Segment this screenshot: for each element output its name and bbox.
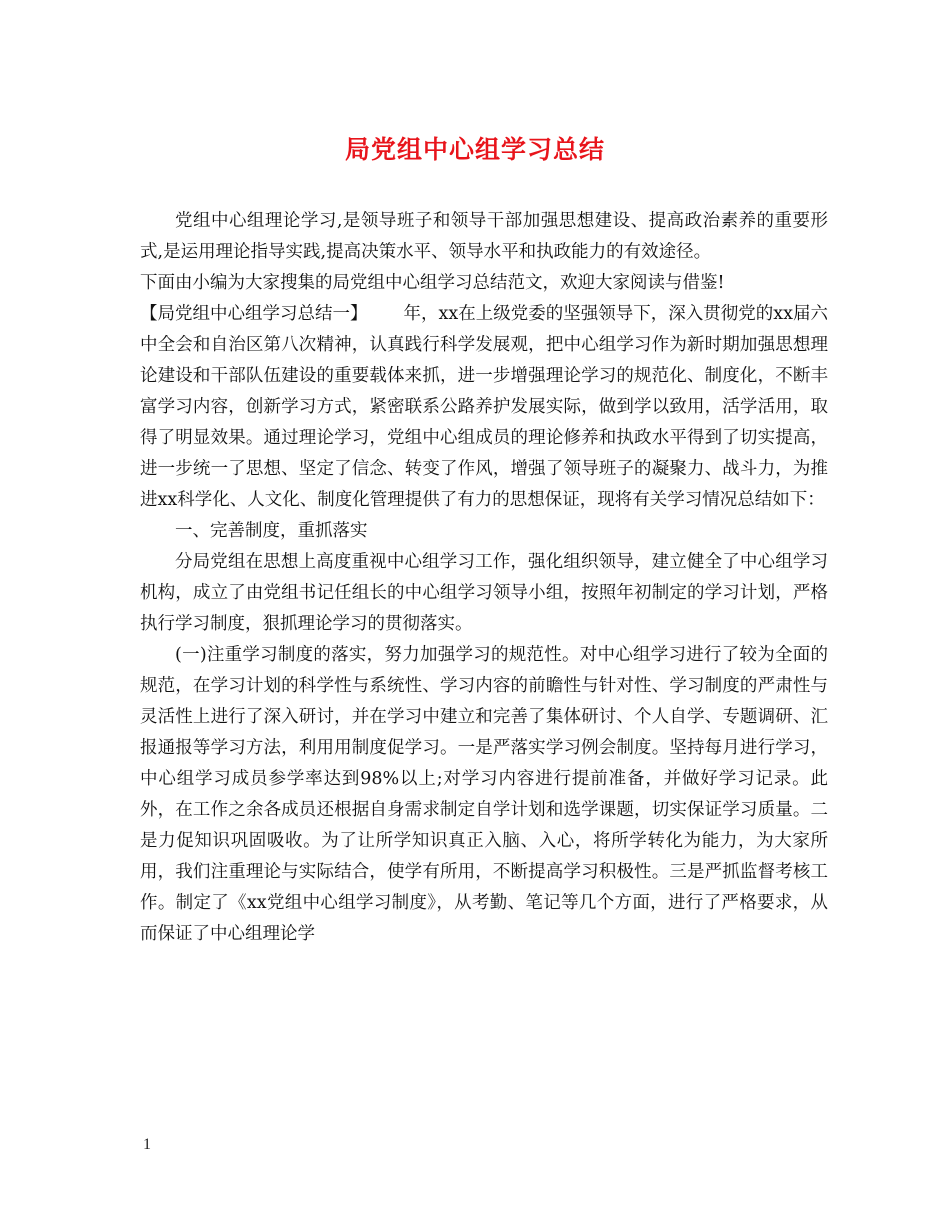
- sample-paragraph: [140, 299, 828, 516]
- section-1-paragraph: 分局党组在思想上高度重视中心组学习工作，强化组织领导，建立健全了中心组学习机构，成立了由党组书记任组长的中心组学习领导小组，按照年初制定的学习计划，严格执行学习制度，狠抓理论学习的贯彻落实。: [140, 552, 828, 634]
- sample-text: 年，xx在上级党委的坚强领导下，深入贯彻党的xx届六中全会和自治区第八次精神，认真践行科学发展观，把中心组学习作为新时期加强思想理论建设和干部队伍建设的重要载体来抓，进一步增强理论学习的规范化、制度化，不断丰富学习内容，创新学习方式，紧密联系公路养护发展实际，做到学以致用，活学活用，取得了明显效果。通过理论学习，党组中心组成员的理论修养和执政水平得到了切实提高，进一步统一了思想、坚定了信念、转变了作风，增强了领导班子的凝聚力、战斗力，为推进xx科学化、人文化、制度化管理提供了有力的思想保证，现将有关学习情况总结如下：: [140, 304, 829, 510]
- document-title: 局党组中心组学习总结: [344, 135, 605, 164]
- document-body: [140, 206, 828, 950]
- sample-heading: 【局党组中心组学习总结一】: [140, 304, 368, 324]
- intro-text-2: 下面由小编为大家搜集的局党组中心组学习总结范文，欢迎大家阅读与借鉴!: [140, 273, 725, 293]
- intro-paragraph: [140, 206, 828, 299]
- section-1-heading: 一、完善制度，重抓落实: [175, 521, 368, 541]
- intro-text: 党组中心组理论学习,是领导班子和领导干部加强思想建设、提高政治素养的重要形式,是运用理论指导实践,提高决策水平、领导水平和执政能力的有效途径。: [140, 211, 828, 262]
- subsection-1-paragraph: (一)注重学习制度的落实，努力加强学习的规范性。对中心组学习进行了较为全面的规范，在学习计划的科学性与系统性、学习内容的前瞻性与针对性、学习制度的严肃性与灵活性上进行了深入研讨，并在学习中建立和完善了集体研讨、个人自学、专题调研、汇报通报等学习方法，利用用制度促学习。一是严落实学习例会制度。坚持每月进行学习，中心组学习成员参学率达到98%以上;对学习内容进行提前准备，并做好学习记录。此外，在工作之余各成员还根据自身需求制定自学计划和选学课题，切实保证学习质量。二是力促知识巩固吸收。为了让所学知识真正入脑、入心，将所学转化为能力，为大家所用，我们注重理论与实际结合，使学有所用，不断提高学习积极性。三是严抓监督考核工作。制定了《xx党组中心组学习制度》，从考勤、笔记等几个方面，进行了严格要求，从而保证了中心组理论学: [140, 645, 828, 944]
- page-number: 1: [143, 1136, 151, 1153]
